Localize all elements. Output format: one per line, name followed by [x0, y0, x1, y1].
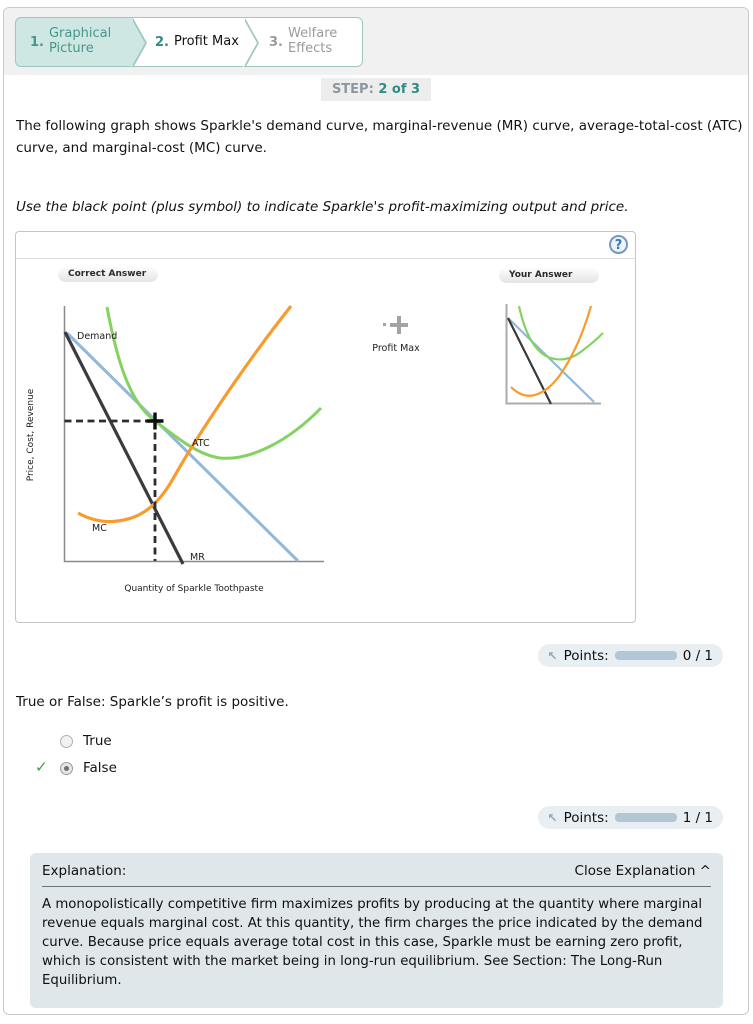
tab-label: Graphical Picture	[48, 26, 112, 56]
mini-demand-curve	[508, 318, 594, 402]
mc-label: MC	[92, 523, 107, 534]
graph-instruction: Use the black point (plus symbol) to indicate Sparkle's profit-maximizing output and price.	[16, 199, 629, 215]
radio-true[interactable]	[60, 735, 73, 748]
explanation-body: A monopolistically competitive firm maximizes profits by producing at the quantity where marginal revenue equals marginal cost. At this quantity, the firm charges the price indicated by the demand curve. Because price equals average total cost in this case, Sparkle must be earning zero profit, which is consistent with the market being in long-run equilibrium. See Section: The Long-Run Equilibrium.	[42, 897, 703, 988]
next-section-bar	[30, 993, 723, 1008]
step-indicator-prefix: STEP:	[331, 82, 374, 97]
points-label: Points:	[563, 647, 609, 664]
correct-check-icon: ✓	[35, 758, 48, 776]
points-arrow-icon: ↖	[547, 810, 558, 825]
tab-label: Welfare Effects	[287, 26, 338, 56]
points-progress-bar	[615, 813, 677, 822]
mr-curve	[65, 332, 183, 564]
true-false-question: True or False: Sparkle’s profit is positive.	[16, 694, 289, 710]
explanation-title: Explanation:	[42, 863, 127, 879]
points-label: Points:	[563, 809, 609, 826]
profit-max-drag-handle[interactable]	[383, 314, 409, 336]
points-badge-graph	[538, 644, 723, 667]
atc-label: ATC	[192, 438, 210, 449]
y-axis-label: Price, Cost, Revenue	[26, 388, 36, 482]
graphs-canvas	[16, 259, 635, 621]
points-score: 1 / 1	[682, 809, 713, 826]
explanation-header	[42, 861, 711, 887]
atc-curve	[107, 307, 321, 458]
tab-number: 2.	[155, 34, 169, 50]
points-progress-bar	[615, 651, 677, 660]
option-true[interactable]	[60, 733, 112, 749]
graph-panel-header	[16, 232, 635, 259]
step-indicator-value: 2 of 3	[378, 82, 421, 97]
option-false-label: False	[83, 760, 117, 776]
plus-drag-icon	[383, 314, 409, 336]
step-tab-strip	[4, 8, 748, 75]
points-badge-question	[538, 806, 723, 829]
mr-label: MR	[190, 552, 205, 563]
step-indicator	[321, 78, 431, 101]
option-true-label: True	[83, 733, 112, 749]
option-false[interactable]	[60, 760, 117, 776]
tab-graphical-picture[interactable]	[15, 17, 133, 67]
your-answer-label: Your Answer	[499, 268, 599, 283]
demand-label: Demand	[77, 331, 118, 342]
graph-panel	[15, 231, 636, 623]
tab-label: Profit Max	[173, 33, 239, 49]
mini-atc-curve	[519, 306, 603, 359]
explanation-box	[30, 853, 723, 1000]
question-intro: The following graph shows Sparkle's demand curve, marginal-revenue (MR) curve, average-total-cost (ATC) curve, and marginal-cost (MC) curve.	[16, 118, 743, 156]
tab-profit-max[interactable]	[133, 17, 245, 67]
step-tabs	[15, 17, 363, 67]
graph-panel-body	[16, 259, 635, 621]
content-frame	[3, 7, 749, 1015]
tab-welfare-effects[interactable]	[245, 17, 363, 67]
tab-number: 1.	[30, 34, 44, 50]
profit-max-tool-label: Profit Max	[372, 343, 420, 354]
points-score: 0 / 1	[682, 647, 713, 664]
radio-false[interactable]	[60, 762, 73, 775]
points-arrow-icon: ↖	[547, 648, 558, 663]
correct-answer-label: Correct Answer	[58, 267, 158, 282]
tab-number: 3.	[269, 34, 283, 50]
close-explanation-toggle[interactable]: Close Explanation ^	[574, 863, 711, 879]
help-icon[interactable]: ?	[609, 235, 628, 254]
x-axis-label: Quantity of Sparkle Toothpaste	[124, 584, 264, 594]
profit-max-dashed-lines	[65, 421, 156, 561]
